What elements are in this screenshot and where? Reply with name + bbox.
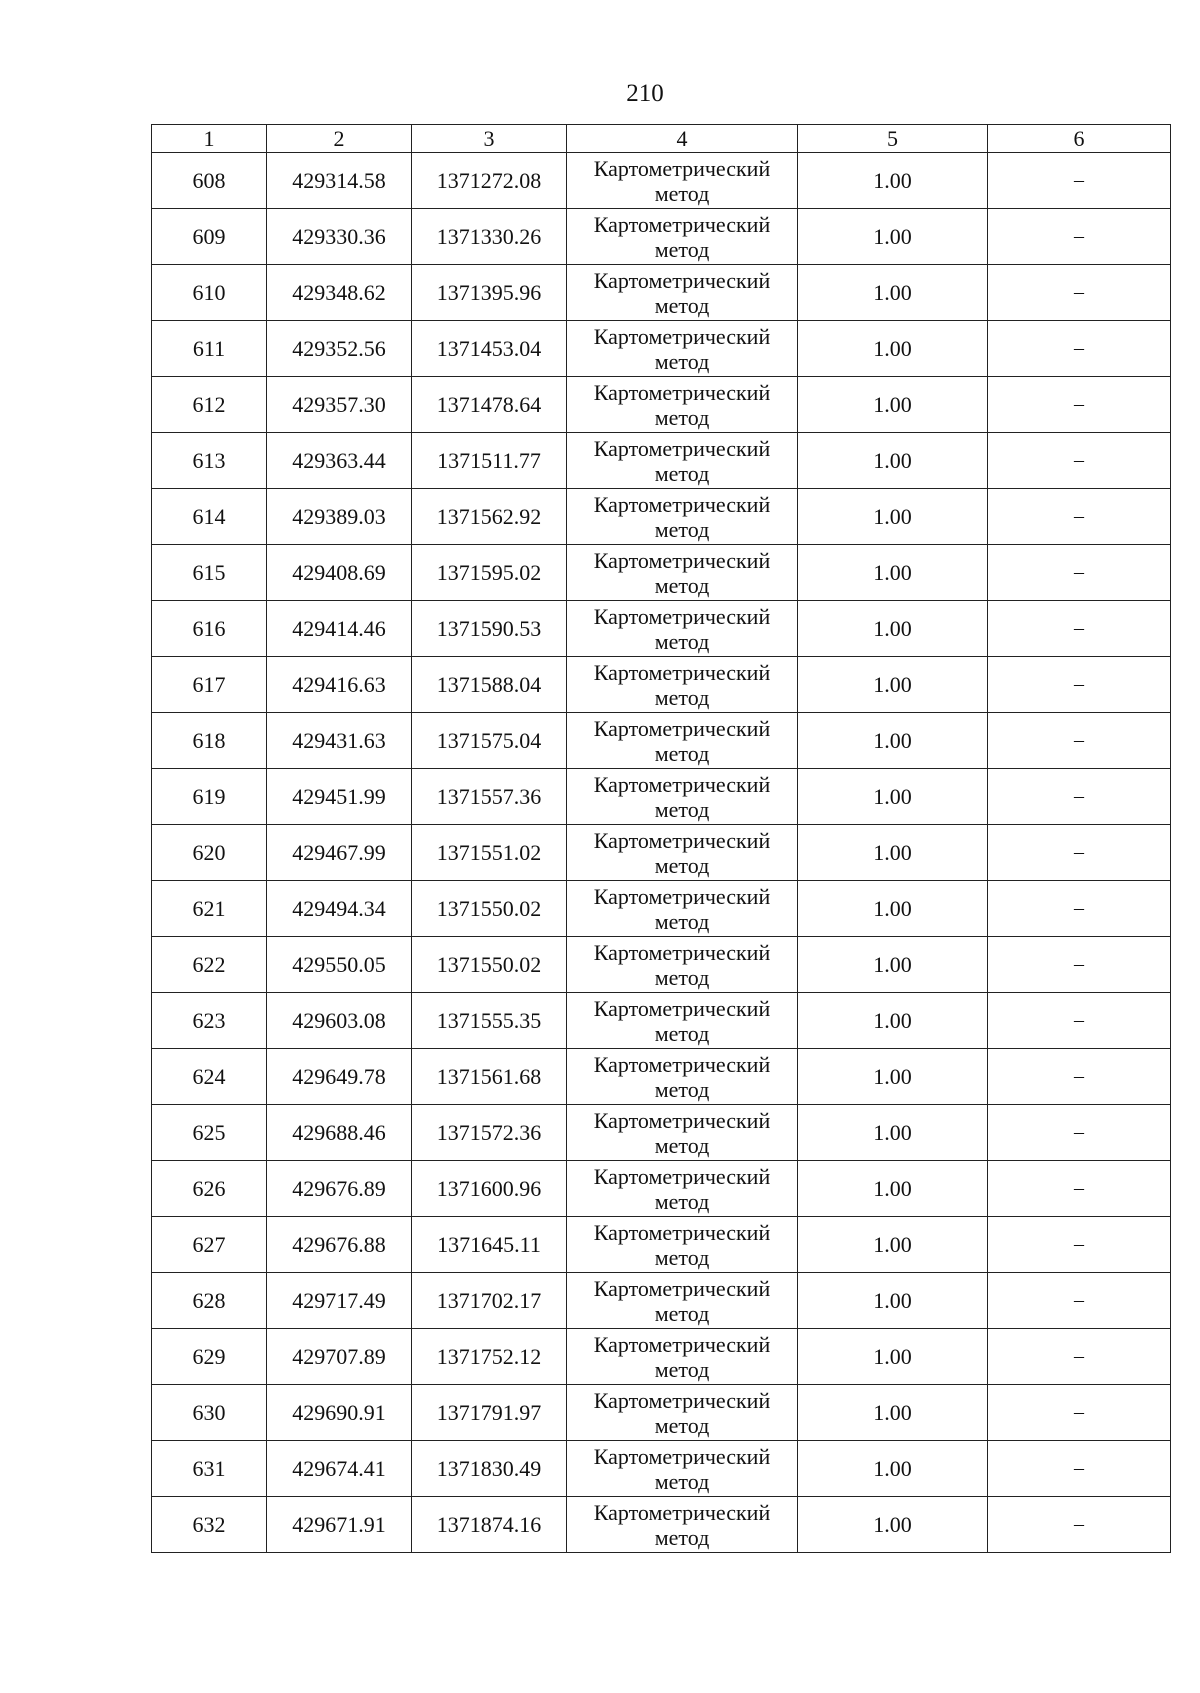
cell-method: Картометрический метод — [567, 545, 798, 601]
table-row — [152, 769, 1171, 825]
table-row — [152, 377, 1171, 433]
cell-method: Картометрический метод — [567, 993, 798, 1049]
cell-point-number: 628 — [152, 1273, 267, 1329]
cell-method: Картометрический метод — [567, 1441, 798, 1497]
cell-x-coordinate: 429314.58 — [267, 153, 412, 209]
table-row — [152, 657, 1171, 713]
cell-y-coordinate: 1371830.49 — [412, 1441, 567, 1497]
cell-note: – — [988, 433, 1171, 489]
cell-note: – — [988, 937, 1171, 993]
cell-y-coordinate: 1371575.04 — [412, 713, 567, 769]
cell-x-coordinate: 429363.44 — [267, 433, 412, 489]
cell-point-number: 616 — [152, 601, 267, 657]
cell-accuracy: 1.00 — [798, 1161, 988, 1217]
cell-y-coordinate: 1371453.04 — [412, 321, 567, 377]
cell-note: – — [988, 1049, 1171, 1105]
cell-point-number: 610 — [152, 265, 267, 321]
cell-accuracy: 1.00 — [798, 1385, 988, 1441]
cell-note: – — [988, 881, 1171, 937]
cell-method: Картометрический метод — [567, 881, 798, 937]
cell-method: Картометрический метод — [567, 209, 798, 265]
cell-method: Картометрический метод — [567, 1329, 798, 1385]
cell-accuracy: 1.00 — [798, 1497, 988, 1553]
cell-note: – — [988, 1273, 1171, 1329]
table-row — [152, 1161, 1171, 1217]
table-row — [152, 1105, 1171, 1161]
cell-note: – — [988, 1161, 1171, 1217]
cell-point-number: 609 — [152, 209, 267, 265]
cell-accuracy: 1.00 — [798, 321, 988, 377]
cell-x-coordinate: 429717.49 — [267, 1273, 412, 1329]
cell-y-coordinate: 1371600.96 — [412, 1161, 567, 1217]
cell-y-coordinate: 1371561.68 — [412, 1049, 567, 1105]
table-row — [152, 937, 1171, 993]
table-row — [152, 881, 1171, 937]
cell-note: – — [988, 209, 1171, 265]
cell-y-coordinate: 1371551.02 — [412, 825, 567, 881]
table-row — [152, 993, 1171, 1049]
cell-x-coordinate: 429467.99 — [267, 825, 412, 881]
table-row — [152, 825, 1171, 881]
cell-x-coordinate: 429494.34 — [267, 881, 412, 937]
cell-note: – — [988, 377, 1171, 433]
cell-method: Картометрический метод — [567, 769, 798, 825]
table-row — [152, 489, 1171, 545]
table-row — [152, 433, 1171, 489]
cell-x-coordinate: 429414.46 — [267, 601, 412, 657]
cell-x-coordinate: 429671.91 — [267, 1497, 412, 1553]
cell-note: – — [988, 825, 1171, 881]
cell-point-number: 622 — [152, 937, 267, 993]
table-row — [152, 153, 1171, 209]
page-number: 210 — [626, 80, 664, 107]
cell-note: – — [988, 657, 1171, 713]
cell-method: Картометрический метод — [567, 1105, 798, 1161]
cell-note: – — [988, 265, 1171, 321]
cell-method: Картометрический метод — [567, 377, 798, 433]
cell-accuracy: 1.00 — [798, 433, 988, 489]
coordinates-table — [151, 124, 1171, 1553]
cell-accuracy: 1.00 — [798, 937, 988, 993]
header-col-3: 3 — [412, 125, 567, 153]
header-col-1: 1 — [152, 125, 267, 153]
cell-method: Картометрический метод — [567, 265, 798, 321]
cell-method: Картометрический метод — [567, 1497, 798, 1553]
cell-method: Картометрический метод — [567, 1049, 798, 1105]
cell-point-number: 624 — [152, 1049, 267, 1105]
header-col-5: 5 — [798, 125, 988, 153]
cell-method: Картометрический метод — [567, 1161, 798, 1217]
cell-accuracy: 1.00 — [798, 1329, 988, 1385]
cell-x-coordinate: 429416.63 — [267, 657, 412, 713]
cell-accuracy: 1.00 — [798, 601, 988, 657]
cell-method: Картометрический метод — [567, 1273, 798, 1329]
cell-y-coordinate: 1371874.16 — [412, 1497, 567, 1553]
cell-y-coordinate: 1371511.77 — [412, 433, 567, 489]
cell-point-number: 615 — [152, 545, 267, 601]
cell-note: – — [988, 153, 1171, 209]
table-row — [152, 1441, 1171, 1497]
cell-note: – — [988, 1441, 1171, 1497]
cell-y-coordinate: 1371555.35 — [412, 993, 567, 1049]
cell-accuracy: 1.00 — [798, 993, 988, 1049]
cell-x-coordinate: 429431.63 — [267, 713, 412, 769]
cell-point-number: 625 — [152, 1105, 267, 1161]
cell-point-number: 631 — [152, 1441, 267, 1497]
cell-y-coordinate: 1371645.11 — [412, 1217, 567, 1273]
cell-x-coordinate: 429690.91 — [267, 1385, 412, 1441]
cell-method: Картометрический метод — [567, 321, 798, 377]
table-row — [152, 545, 1171, 601]
cell-method: Картометрический метод — [567, 1217, 798, 1273]
cell-x-coordinate: 429707.89 — [267, 1329, 412, 1385]
cell-x-coordinate: 429674.41 — [267, 1441, 412, 1497]
cell-accuracy: 1.00 — [798, 265, 988, 321]
cell-method: Картометрический метод — [567, 937, 798, 993]
cell-x-coordinate: 429676.88 — [267, 1217, 412, 1273]
cell-x-coordinate: 429676.89 — [267, 1161, 412, 1217]
table-header — [152, 125, 1171, 153]
table-row — [152, 1273, 1171, 1329]
cell-accuracy: 1.00 — [798, 545, 988, 601]
cell-note: – — [988, 993, 1171, 1049]
cell-method: Картометрический метод — [567, 433, 798, 489]
cell-point-number: 611 — [152, 321, 267, 377]
cell-y-coordinate: 1371590.53 — [412, 601, 567, 657]
cell-point-number: 612 — [152, 377, 267, 433]
cell-y-coordinate: 1371550.02 — [412, 937, 567, 993]
cell-point-number: 619 — [152, 769, 267, 825]
cell-accuracy: 1.00 — [798, 153, 988, 209]
cell-y-coordinate: 1371562.92 — [412, 489, 567, 545]
header-col-2: 2 — [267, 125, 412, 153]
table-row — [152, 265, 1171, 321]
cell-method: Картометрический метод — [567, 601, 798, 657]
cell-note: – — [988, 321, 1171, 377]
cell-note: – — [988, 713, 1171, 769]
cell-y-coordinate: 1371557.36 — [412, 769, 567, 825]
cell-y-coordinate: 1371752.12 — [412, 1329, 567, 1385]
cell-accuracy: 1.00 — [798, 1105, 988, 1161]
cell-point-number: 614 — [152, 489, 267, 545]
cell-point-number: 632 — [152, 1497, 267, 1553]
cell-x-coordinate: 429389.03 — [267, 489, 412, 545]
header-row — [152, 125, 1171, 153]
cell-x-coordinate: 429330.36 — [267, 209, 412, 265]
cell-note: – — [988, 1105, 1171, 1161]
cell-y-coordinate: 1371395.96 — [412, 265, 567, 321]
cell-note: – — [988, 545, 1171, 601]
cell-accuracy: 1.00 — [798, 713, 988, 769]
cell-accuracy: 1.00 — [798, 881, 988, 937]
cell-point-number: 618 — [152, 713, 267, 769]
cell-note: – — [988, 1497, 1171, 1553]
cell-y-coordinate: 1371478.64 — [412, 377, 567, 433]
cell-accuracy: 1.00 — [798, 209, 988, 265]
header-col-4: 4 — [567, 125, 798, 153]
cell-x-coordinate: 429603.08 — [267, 993, 412, 1049]
cell-method: Картометрический метод — [567, 657, 798, 713]
cell-y-coordinate: 1371572.36 — [412, 1105, 567, 1161]
table-row — [152, 601, 1171, 657]
cell-x-coordinate: 429451.99 — [267, 769, 412, 825]
cell-method: Картометрический метод — [567, 1385, 798, 1441]
cell-y-coordinate: 1371791.97 — [412, 1385, 567, 1441]
cell-point-number: 620 — [152, 825, 267, 881]
cell-accuracy: 1.00 — [798, 657, 988, 713]
cell-point-number: 621 — [152, 881, 267, 937]
cell-note: – — [988, 769, 1171, 825]
cell-point-number: 617 — [152, 657, 267, 713]
cell-y-coordinate: 1371702.17 — [412, 1273, 567, 1329]
cell-accuracy: 1.00 — [798, 377, 988, 433]
cell-point-number: 623 — [152, 993, 267, 1049]
cell-point-number: 608 — [152, 153, 267, 209]
cell-point-number: 627 — [152, 1217, 267, 1273]
cell-y-coordinate: 1371595.02 — [412, 545, 567, 601]
cell-x-coordinate: 429550.05 — [267, 937, 412, 993]
table-row — [152, 713, 1171, 769]
table-row — [152, 1497, 1171, 1553]
cell-note: – — [988, 1385, 1171, 1441]
table-row — [152, 321, 1171, 377]
cell-accuracy: 1.00 — [798, 1441, 988, 1497]
table-row — [152, 1385, 1171, 1441]
cell-note: – — [988, 601, 1171, 657]
table-row — [152, 1049, 1171, 1105]
cell-x-coordinate: 429649.78 — [267, 1049, 412, 1105]
cell-method: Картометрический метод — [567, 825, 798, 881]
table-row — [152, 1329, 1171, 1385]
cell-x-coordinate: 429408.69 — [267, 545, 412, 601]
cell-x-coordinate: 429357.30 — [267, 377, 412, 433]
cell-y-coordinate: 1371550.02 — [412, 881, 567, 937]
table-row — [152, 1217, 1171, 1273]
cell-point-number: 626 — [152, 1161, 267, 1217]
cell-note: – — [988, 1217, 1171, 1273]
cell-y-coordinate: 1371588.04 — [412, 657, 567, 713]
cell-point-number: 630 — [152, 1385, 267, 1441]
cell-method: Картометрический метод — [567, 713, 798, 769]
cell-note: – — [988, 489, 1171, 545]
cell-y-coordinate: 1371272.08 — [412, 153, 567, 209]
cell-point-number: 629 — [152, 1329, 267, 1385]
cell-note: – — [988, 1329, 1171, 1385]
cell-y-coordinate: 1371330.26 — [412, 209, 567, 265]
cell-x-coordinate: 429348.62 — [267, 265, 412, 321]
cell-accuracy: 1.00 — [798, 1217, 988, 1273]
cell-accuracy: 1.00 — [798, 489, 988, 545]
cell-accuracy: 1.00 — [798, 769, 988, 825]
cell-method: Картометрический метод — [567, 153, 798, 209]
table-row — [152, 209, 1171, 265]
cell-method: Картометрический метод — [567, 489, 798, 545]
cell-x-coordinate: 429688.46 — [267, 1105, 412, 1161]
cell-accuracy: 1.00 — [798, 1049, 988, 1105]
cell-x-coordinate: 429352.56 — [267, 321, 412, 377]
cell-point-number: 613 — [152, 433, 267, 489]
cell-accuracy: 1.00 — [798, 825, 988, 881]
table-body — [152, 153, 1171, 1553]
cell-accuracy: 1.00 — [798, 1273, 988, 1329]
header-col-6: 6 — [988, 125, 1171, 153]
